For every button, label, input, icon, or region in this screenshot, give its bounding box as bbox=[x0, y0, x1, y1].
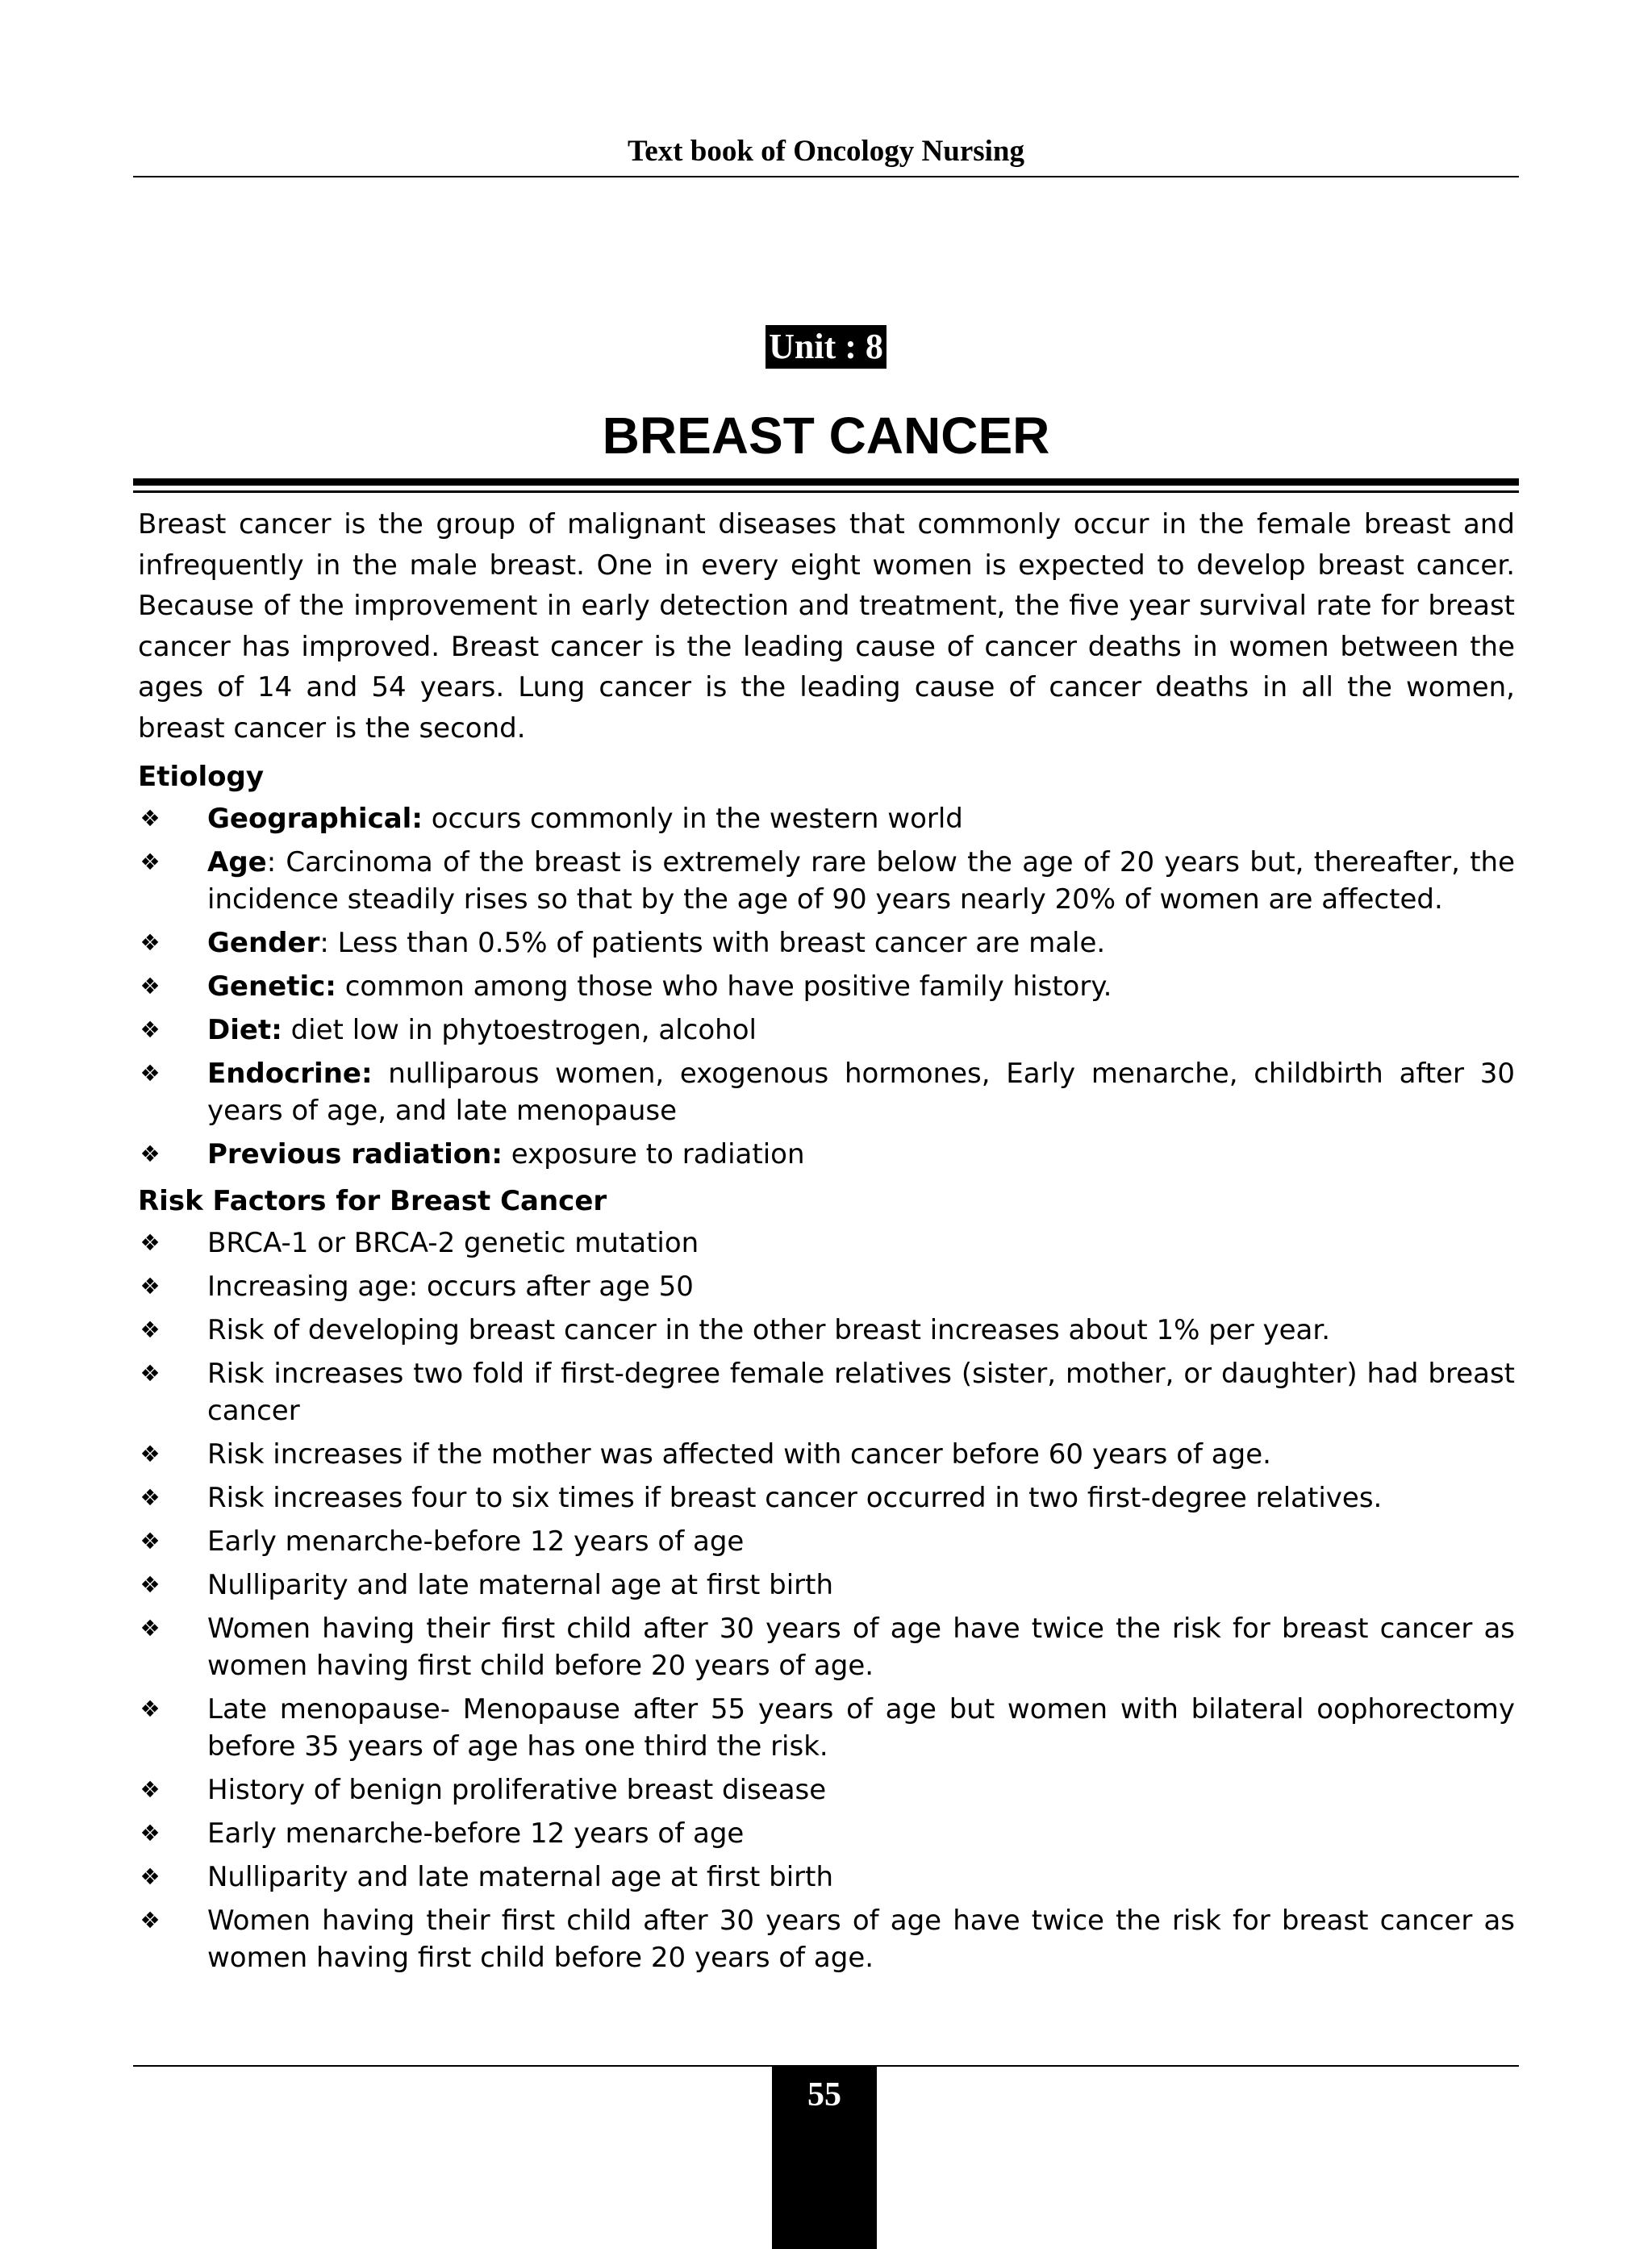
risk-factor-item bbox=[138, 1479, 1515, 1517]
risk-factor-text: Early menarche-before 12 years of age bbox=[207, 1817, 745, 1850]
diamond-bullet-icon: ❖ bbox=[140, 1016, 161, 1043]
risk-factor-item bbox=[138, 1902, 1515, 1976]
risk-factor-item bbox=[138, 1523, 1515, 1560]
risk-factor-item bbox=[138, 1436, 1515, 1473]
etiology-text: occurs commonly in the western world bbox=[422, 803, 963, 835]
diamond-bullet-icon: ❖ bbox=[140, 1273, 161, 1300]
etiology-item bbox=[138, 844, 1515, 918]
etiology-text: common among those who have positive family history. bbox=[336, 970, 1112, 1003]
risk-factor-item bbox=[138, 1691, 1515, 1765]
risk-factor-text: Women having their first child after 30 years of age have twice the risk for breast cancer as women having first child before 20 years of age. bbox=[207, 1905, 1515, 1974]
risk-factor-text: Women having their first child after 30 years of age have twice the risk for breast cancer as women having first child before 20 years of age. bbox=[207, 1613, 1515, 1682]
diamond-bullet-icon: ❖ bbox=[140, 1316, 161, 1343]
risk-factor-text: Risk increases if the mother was affected with cancer before 60 years of age. bbox=[207, 1438, 1271, 1471]
etiology-term: Geographical: bbox=[207, 803, 423, 835]
diamond-bullet-icon: ❖ bbox=[140, 1229, 161, 1256]
diamond-bullet-icon: ❖ bbox=[140, 805, 161, 832]
main-content bbox=[138, 504, 1515, 1983]
risk-factor-item bbox=[138, 1355, 1515, 1429]
risk-factor-text: History of benign proliferative breast disease bbox=[207, 1774, 827, 1806]
etiology-term: Genetic: bbox=[207, 970, 336, 1003]
etiology-text: nulliparous women, exogenous hormones, Early menarche, childbirth after 30 years of age, and late menopause bbox=[207, 1058, 1515, 1127]
diamond-bullet-icon: ❖ bbox=[140, 1776, 161, 1803]
risk-factors-list bbox=[138, 1225, 1515, 1976]
etiology-item bbox=[138, 924, 1515, 962]
risk-factor-item bbox=[138, 1859, 1515, 1896]
etiology-item bbox=[138, 800, 1515, 837]
risk-factor-item bbox=[138, 1225, 1515, 1262]
diamond-bullet-icon: ❖ bbox=[140, 1820, 161, 1846]
diamond-bullet-icon: ❖ bbox=[140, 1484, 161, 1511]
intro-paragraph: Breast cancer is the group of malignant diseases that commonly occur in the female breast and infrequently in the male breast. One in every eight women is expected to develop breast cancer. Because of the improvement in early detection and treatment, the five year survival rate for breast cancer has improved. Breast cancer is the leading cause of cancer deaths in women between the ages of 14 and 54 years. Lung cancer is the leading cause of cancer deaths in all the women, breast cancer is the second. bbox=[138, 508, 1515, 745]
risk-factor-text: Increasing age: occurs after age 50 bbox=[207, 1271, 694, 1303]
risk-factor-item bbox=[138, 1268, 1515, 1305]
etiology-term: Previous radiation: bbox=[207, 1138, 503, 1170]
diamond-bullet-icon: ❖ bbox=[140, 973, 161, 999]
etiology-item bbox=[138, 1136, 1515, 1173]
header-rule bbox=[133, 176, 1519, 177]
etiology-term: Diet: bbox=[207, 1014, 282, 1046]
risk-factor-text: Late menopause- Menopause after 55 years of age but women with bilateral oophorectomy before 35 years of age has one third the risk. bbox=[207, 1693, 1515, 1763]
diamond-bullet-icon: ❖ bbox=[140, 929, 161, 956]
risk-factor-text: BRCA-1 or BRCA-2 genetic mutation bbox=[207, 1227, 699, 1259]
diamond-bullet-icon: ❖ bbox=[140, 849, 161, 875]
diamond-bullet-icon: ❖ bbox=[140, 1571, 161, 1598]
etiology-text: : Less than 0.5% of patients with breast cancer are male. bbox=[319, 927, 1106, 959]
diamond-bullet-icon: ❖ bbox=[140, 1615, 161, 1642]
page-number: 55 bbox=[807, 2076, 841, 2113]
etiology-text: : Carcinoma of the breast is extremely rare below the age of 20 years but, thereafter, the incidence steadily rises so that by the age of 90 years nearly 20% of women are affected. bbox=[207, 846, 1515, 916]
risk-factor-text: Nulliparity and late maternal age at first birth bbox=[207, 1861, 834, 1893]
etiology-heading: Etiology bbox=[138, 761, 265, 793]
title-rule-thick bbox=[133, 478, 1519, 486]
unit-label: Unit : 8 bbox=[766, 325, 886, 369]
diamond-bullet-icon: ❖ bbox=[140, 1528, 161, 1554]
diamond-bullet-icon: ❖ bbox=[140, 1441, 161, 1467]
risk-factors-heading: Risk Factors for Breast Cancer bbox=[138, 1185, 607, 1217]
risk-factor-item bbox=[138, 1815, 1515, 1852]
unit-label-wrap bbox=[0, 325, 1652, 369]
etiology-list bbox=[138, 800, 1515, 1173]
diamond-bullet-icon: ❖ bbox=[140, 1360, 161, 1387]
etiology-term: Endocrine: bbox=[207, 1058, 373, 1090]
running-header: Text book of Oncology Nursing bbox=[627, 135, 1025, 168]
chapter-title: BREAST CANCER bbox=[602, 407, 1050, 465]
etiology-item bbox=[138, 1012, 1515, 1049]
diamond-bullet-icon: ❖ bbox=[140, 1060, 161, 1087]
etiology-term: Gender bbox=[207, 927, 320, 959]
etiology-item bbox=[138, 968, 1515, 1005]
risk-factor-item bbox=[138, 1312, 1515, 1349]
risk-factor-text: Nulliparity and late maternal age at first birth bbox=[207, 1569, 834, 1601]
risk-factor-text: Risk increases four to six times if breast cancer occurred in two first-degree relatives. bbox=[207, 1482, 1383, 1514]
diamond-bullet-icon: ❖ bbox=[140, 1907, 161, 1934]
page-number-tab bbox=[772, 2066, 877, 2249]
risk-factor-item bbox=[138, 1567, 1515, 1604]
risk-factor-text: Risk of developing breast cancer in the other breast increases about 1% per year. bbox=[207, 1314, 1331, 1346]
risk-factor-item bbox=[138, 1610, 1515, 1684]
diamond-bullet-icon: ❖ bbox=[140, 1696, 161, 1722]
risk-factor-item bbox=[138, 1771, 1515, 1809]
etiology-term: Age bbox=[207, 846, 267, 878]
diamond-bullet-icon: ❖ bbox=[140, 1863, 161, 1890]
risk-factor-text: Early menarche-before 12 years of age bbox=[207, 1525, 745, 1558]
etiology-item bbox=[138, 1055, 1515, 1129]
risk-factor-text: Risk increases two fold if first-degree female relatives (sister, mother, or daughter) had breast cancer bbox=[207, 1358, 1515, 1427]
title-rule-thin bbox=[133, 490, 1519, 493]
etiology-text: exposure to radiation bbox=[502, 1138, 805, 1170]
etiology-text: diet low in phytoestrogen, alcohol bbox=[282, 1014, 757, 1046]
diamond-bullet-icon: ❖ bbox=[140, 1141, 161, 1167]
